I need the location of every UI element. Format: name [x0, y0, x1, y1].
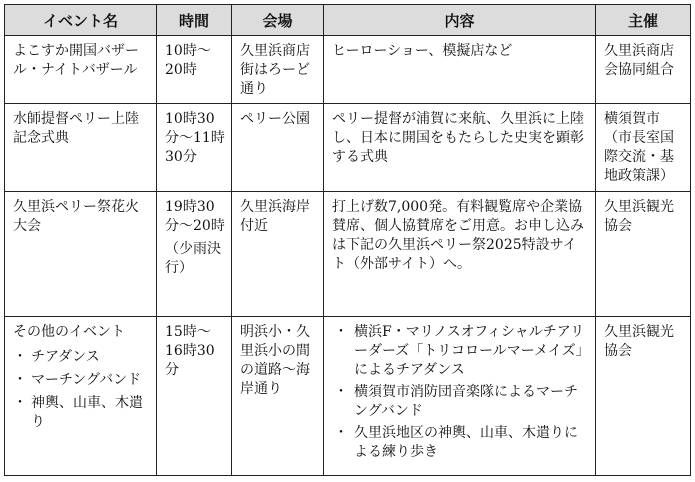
- header-organizer: 主催: [596, 5, 691, 36]
- event-name-cell: 久里浜ペリー祭花火大会: [5, 192, 157, 317]
- list-item: ・ 横須賀市消防団音楽隊によるマーチングバンド: [332, 383, 590, 421]
- organizer-cell: 久里浜観光協会: [596, 317, 691, 476]
- sub-event-list: [13, 348, 151, 432]
- header-time: 時間: [157, 5, 232, 36]
- list-item: ・ 神輿、山車、木遣り: [13, 394, 151, 432]
- content-list: [332, 323, 590, 462]
- venue-cell: 明浜小・久里浜小の間の道路～海岸通り: [232, 317, 324, 476]
- list-item: ・ マーチングバンド: [13, 371, 151, 390]
- table-row: [5, 36, 691, 104]
- list-item: ・ 横浜F・マリノスオフィシャルチアリーダーズ「トリコロールマーメイズ」によるチアダンス: [332, 323, 590, 380]
- organizer-cell: 久里浜商店会協同組合: [596, 36, 691, 104]
- content-cell: 打上げ数7,000発。有料観覧席や企業協賛席、個人協賛席をご用意。お申し込みは下記の久里浜ペリー祭2025特設サイト（外部サイト）へ。: [324, 192, 596, 317]
- event-name-cell: よこすか開国バザール・ナイトバザール: [5, 36, 157, 104]
- time-text: 19時30分～20時: [165, 199, 225, 234]
- table-row: [5, 317, 691, 476]
- table-row: [5, 104, 691, 192]
- list-item: ・ 久里浜地区の神輿、山車、木遣りによる練り歩き: [332, 424, 590, 462]
- organizer-cell: 久里浜観光協会: [596, 192, 691, 317]
- venue-cell: ペリー公園: [232, 104, 324, 192]
- time-cell: 10時～20時: [157, 36, 232, 104]
- header-content: 内容: [324, 5, 596, 36]
- organizer-cell: 横須賀市（市長室国際交流・基地政策課）: [596, 104, 691, 192]
- time-cell: [157, 192, 232, 317]
- list-item: ・ チアダンス: [13, 348, 151, 367]
- time-cell: 15時～16時30分: [157, 317, 232, 476]
- table-header-row: [5, 5, 691, 36]
- time-note: （少雨決行）: [165, 241, 221, 276]
- venue-cell: 久里浜海岸付近: [232, 192, 324, 317]
- event-name-cell: [5, 317, 157, 476]
- content-cell: [324, 317, 596, 476]
- table-row: [5, 192, 691, 317]
- header-event-name: イベント名: [5, 5, 157, 36]
- time-cell: 10時30分～11時30分: [157, 104, 232, 192]
- content-cell: ヒーローショー、模擬店など: [324, 36, 596, 104]
- content-cell: ペリー提督が浦賀に来航、久里浜に上陸し、日本に開国をもたらした史実を顕彰する式典: [324, 104, 596, 192]
- event-name-text: その他のイベント: [13, 324, 125, 340]
- event-schedule-table: [4, 4, 691, 476]
- header-venue: 会場: [232, 5, 324, 36]
- event-name-cell: 水師提督ペリー上陸記念式典: [5, 104, 157, 192]
- venue-cell: 久里浜商店街はろーど通り: [232, 36, 324, 104]
